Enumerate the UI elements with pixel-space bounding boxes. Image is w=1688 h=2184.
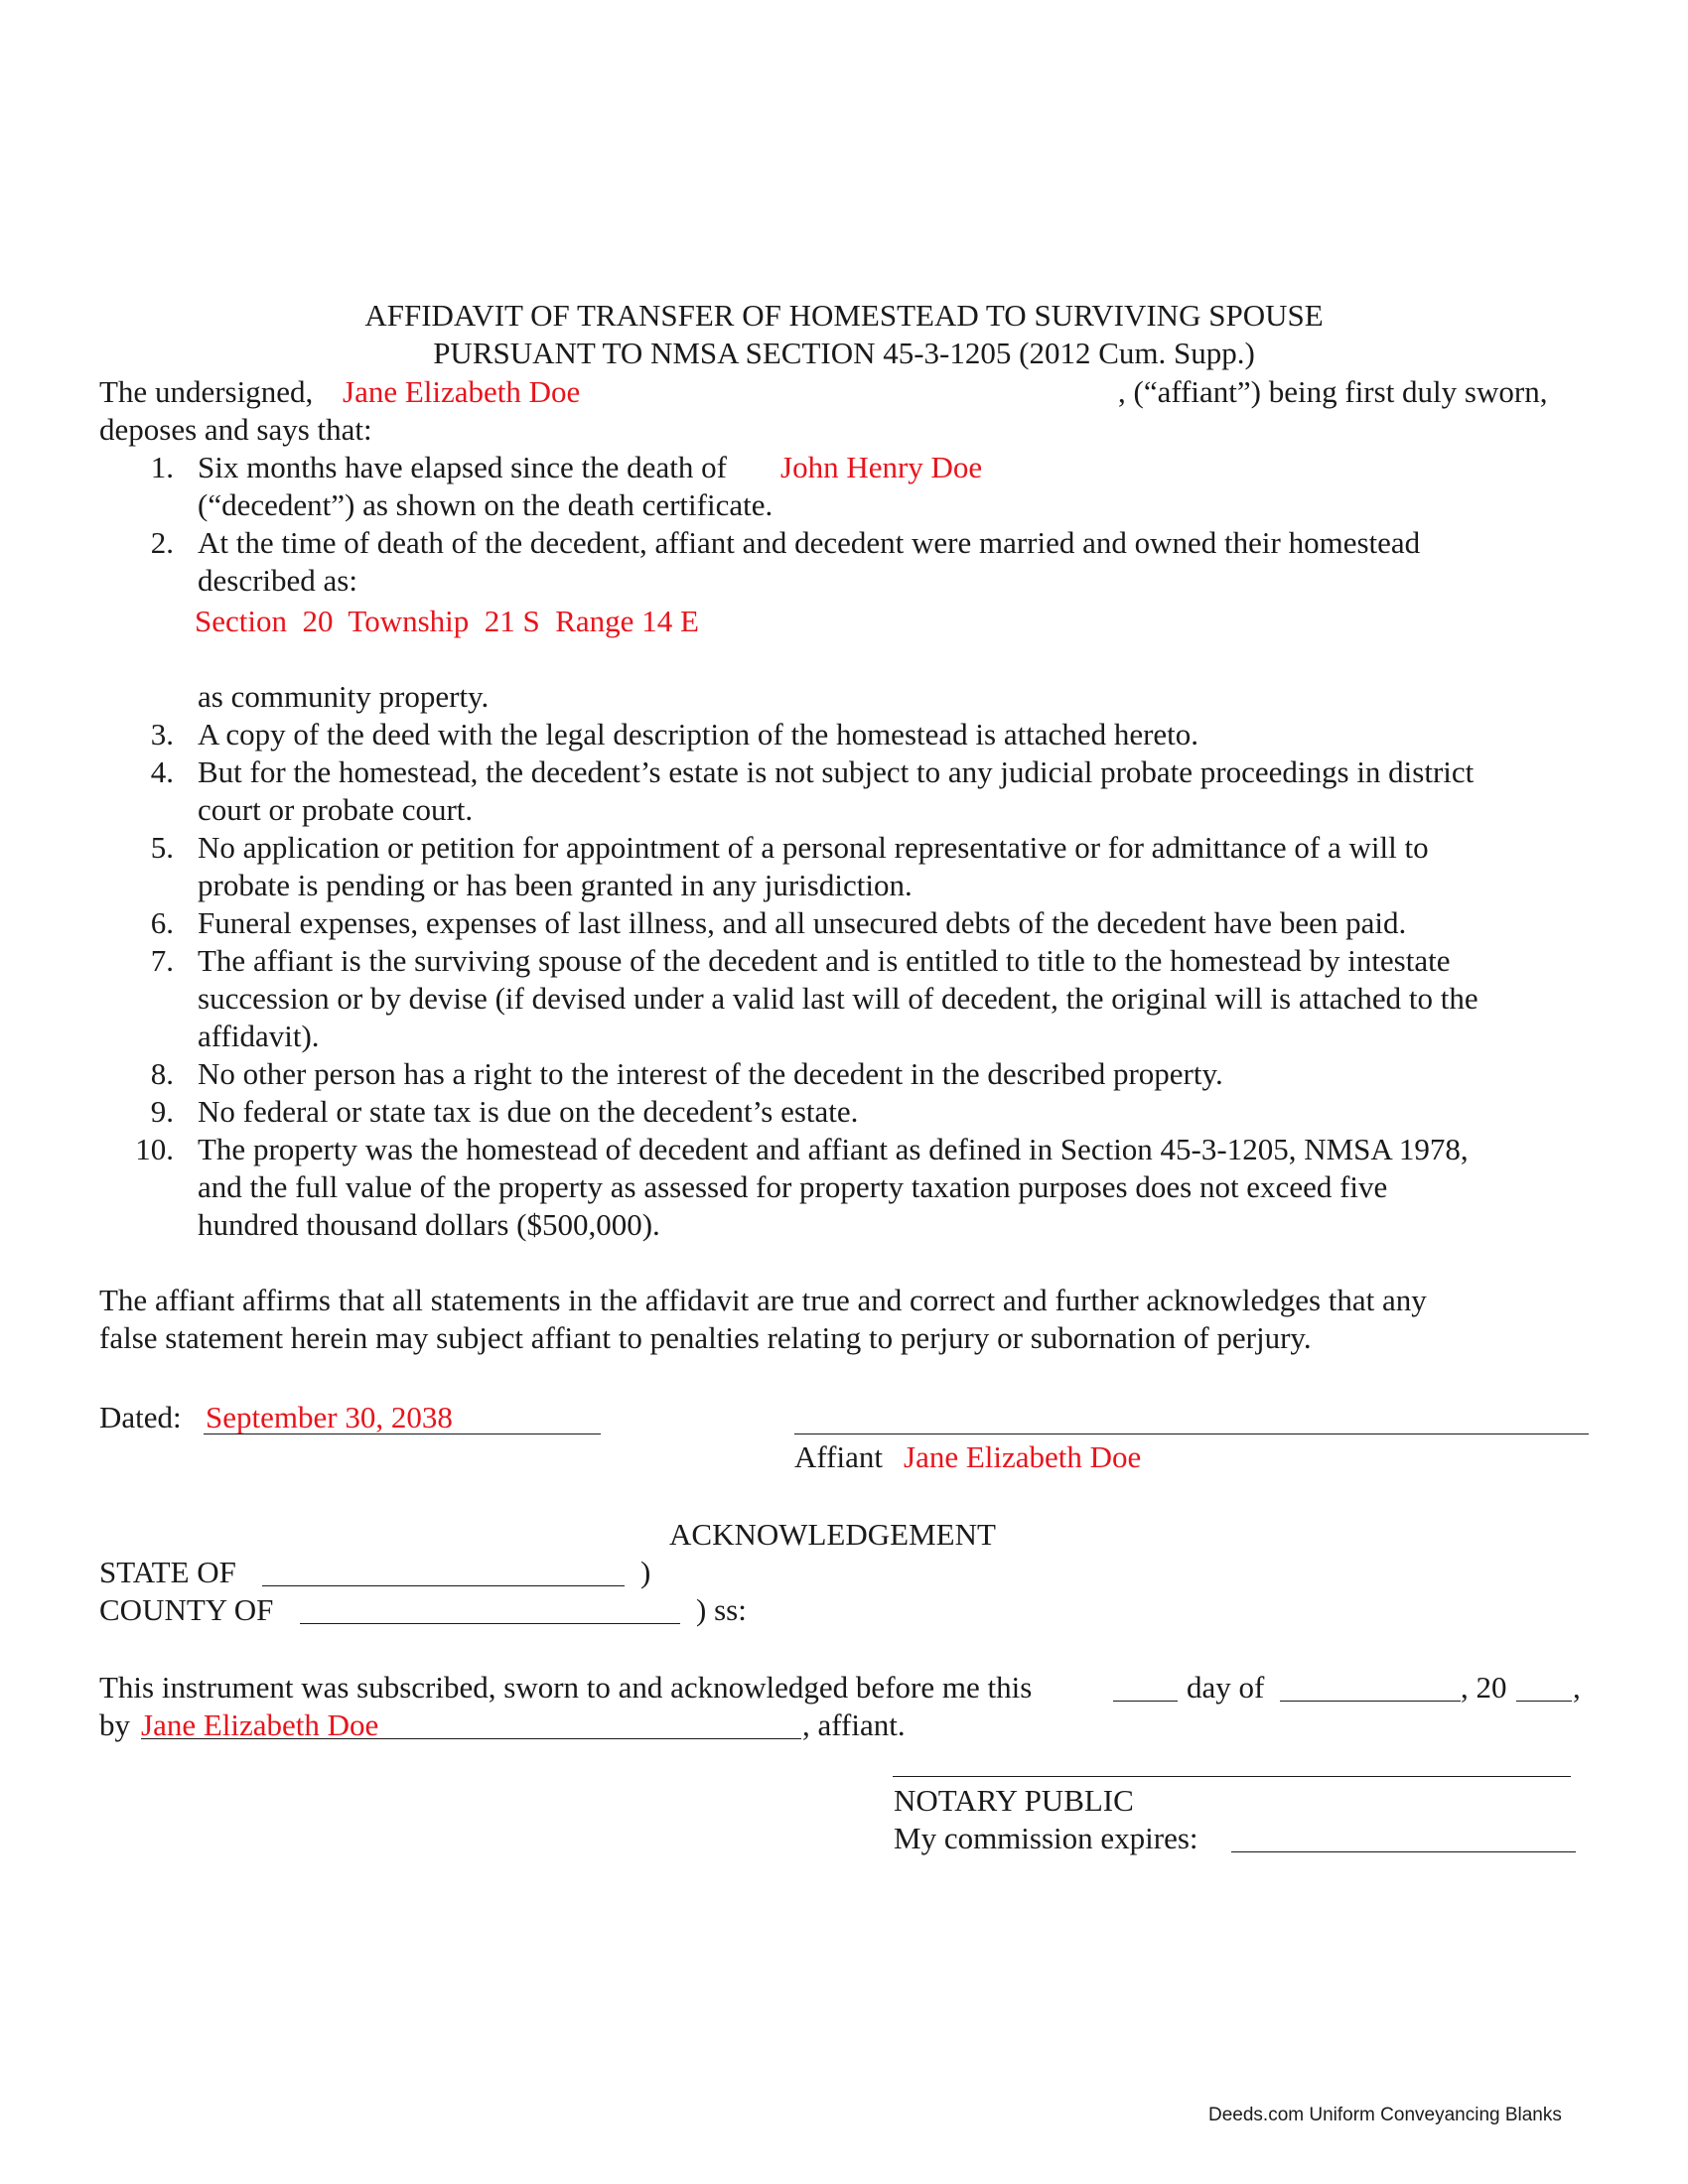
- footer-text: Deeds.com Uniform Conveyancing Blanks: [1208, 2105, 1562, 2125]
- item-10-line3: hundred thousand dollars ($500,000).: [198, 1207, 660, 1242]
- dated-label: Dated:: [99, 1400, 182, 1434]
- ack-end-comma: ,: [1573, 1670, 1581, 1705]
- item-10-line2: and the full value of the property as assessed for property taxation purposes does not exceed five: [198, 1169, 1388, 1204]
- ack-by-underline: [141, 1738, 801, 1739]
- ack-month-field[interactable]: [1280, 1701, 1461, 1702]
- document-subtitle: PURSUANT TO NMSA SECTION 45-3-1205 (2012 Cum. Supp.): [433, 336, 1255, 370]
- affiant-name-field[interactable]: Jane Elizabeth Doe: [343, 374, 581, 409]
- affirmation-line2: false statement herein may subject affiant to penalties relating to perjury or subornation of perjury.: [99, 1320, 1312, 1355]
- commission-label: My commission expires:: [894, 1821, 1198, 1855]
- county-field[interactable]: [300, 1623, 680, 1624]
- item-7-line2: succession or by devise (if devised under a valid last will of decedent, the original will is attached to the: [198, 981, 1478, 1016]
- dated-underline: [204, 1433, 601, 1434]
- decedent-name-field[interactable]: John Henry Doe: [780, 450, 983, 484]
- item-1-number: 1.: [150, 450, 174, 484]
- county-label: COUNTY OF: [99, 1592, 274, 1627]
- item-1-line2: (“decedent”) as shown on the death certificate.: [198, 487, 774, 522]
- acknowledgement-heading: ACKNOWLEDGEMENT: [669, 1517, 996, 1552]
- intro-prefix: The undersigned,: [99, 374, 314, 409]
- notary-title: NOTARY PUBLIC: [894, 1783, 1134, 1818]
- item-5-line2: probate is pending or has been granted in any jurisdiction.: [198, 868, 913, 902]
- intro-line2: deposes and says that:: [99, 412, 372, 447]
- affiant-signature-name-field[interactable]: Jane Elizabeth Doe: [904, 1439, 1142, 1474]
- item-6-line1: Funeral expenses, expenses of last illness, and all unsecured debts of the decedent have been paid.: [198, 905, 1407, 940]
- ack-affiant-suffix: , affiant.: [802, 1707, 906, 1742]
- document-title: AFFIDAVIT OF TRANSFER OF HOMESTEAD TO SURVIVING SPOUSE: [364, 298, 1324, 333]
- notary-signature-line[interactable]: [893, 1776, 1571, 1777]
- state-label: STATE OF: [99, 1555, 236, 1589]
- affiant-label: Affiant: [794, 1439, 883, 1474]
- affiant-signature-line[interactable]: [794, 1433, 1589, 1434]
- item-2-line2: described as:: [198, 563, 357, 598]
- commission-expires-field[interactable]: [1231, 1851, 1576, 1852]
- ack-text-line1: This instrument was subscribed, sworn to and acknowledged before me this: [99, 1670, 1033, 1705]
- item-3-number: 3.: [150, 717, 174, 751]
- item-7-line1: The affiant is the surviving spouse of the decedent and is entitled to title to the homestead by intestate: [198, 943, 1451, 978]
- legal-description-field[interactable]: Section 20 Township 21 S Range 14 E: [195, 604, 699, 638]
- state-field[interactable]: [262, 1585, 625, 1586]
- item-4-line1: But for the homestead, the decedent’s estate is not subject to any judicial probate proceedings in district: [198, 754, 1475, 789]
- ack-day-of: day of: [1187, 1670, 1265, 1705]
- item-2-number: 2.: [150, 525, 174, 560]
- item-7-number: 7.: [150, 943, 174, 978]
- dated-value-field[interactable]: September 30, 2038: [206, 1400, 453, 1434]
- item-7-line3: affidavit).: [198, 1019, 320, 1053]
- item-8-line1: No other person has a right to the interest of the decedent in the described property.: [198, 1056, 1223, 1091]
- state-paren: ): [640, 1555, 651, 1589]
- item-1-text: Six months have elapsed since the death of: [198, 450, 727, 484]
- item-4-line2: court or probate court.: [198, 792, 474, 827]
- ack-day-field[interactable]: [1113, 1701, 1178, 1702]
- county-paren: ) ss:: [696, 1592, 747, 1627]
- ack-year-prefix: , 20: [1461, 1670, 1507, 1705]
- ack-by-name-field[interactable]: Jane Elizabeth Doe: [141, 1707, 379, 1742]
- item-9-number: 9.: [150, 1094, 174, 1129]
- item-4-number: 4.: [150, 754, 174, 789]
- ack-year-field[interactable]: [1516, 1701, 1572, 1702]
- item-10-line1: The property was the homestead of decedent and affiant as defined in Section 45-3-1205, NMSA 1978,: [198, 1132, 1469, 1166]
- item-9-line1: No federal or state tax is due on the decedent’s estate.: [198, 1094, 859, 1129]
- item-5-number: 5.: [150, 830, 174, 865]
- item-8-number: 8.: [150, 1056, 174, 1091]
- item-2-closing: as community property.: [198, 679, 490, 714]
- ack-by-label: by: [99, 1707, 130, 1742]
- item-5-line1: No application or petition for appointment of a personal representative or for admittance of a will to: [198, 830, 1429, 865]
- intro-suffix: , (“affiant”) being first duly sworn,: [1118, 374, 1548, 409]
- affirmation-line1: The affiant affirms that all statements in the affidavit are true and correct and further acknowledges that any: [99, 1283, 1427, 1317]
- item-10-number: 10.: [135, 1132, 174, 1166]
- item-3-line1: A copy of the deed with the legal description of the homestead is attached hereto.: [198, 717, 1199, 751]
- item-2-line1: At the time of death of the decedent, affiant and decedent were married and owned their homestead: [198, 525, 1421, 560]
- item-6-number: 6.: [150, 905, 174, 940]
